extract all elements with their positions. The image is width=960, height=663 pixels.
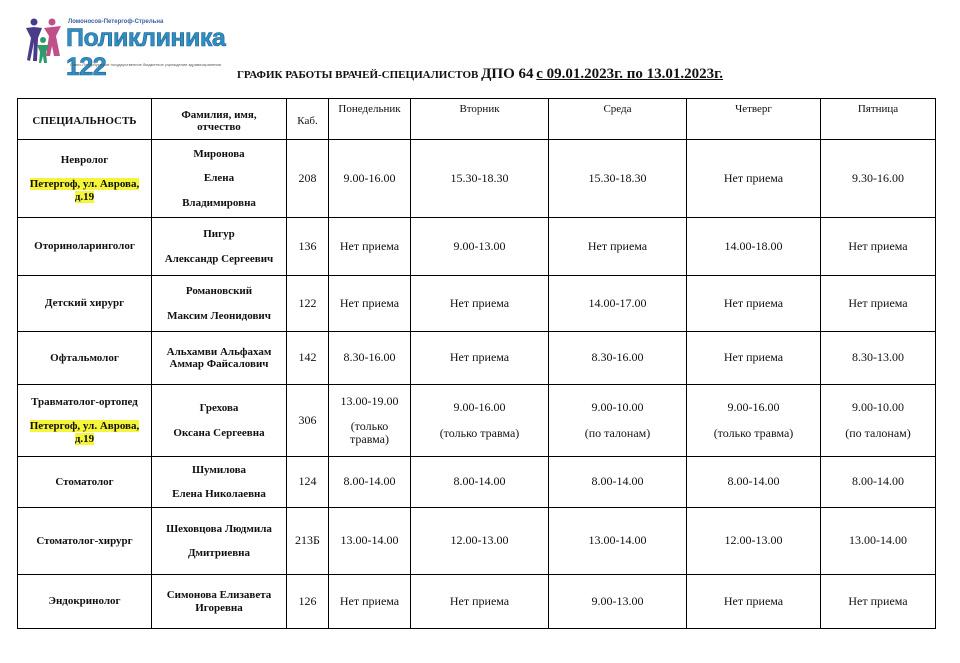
schedule-cell-monday bbox=[329, 575, 411, 629]
schedule-cell-thursday bbox=[687, 385, 821, 457]
schedule-cell-monday bbox=[329, 508, 411, 575]
schedule-text: 9.00-16.00 bbox=[453, 400, 506, 415]
clinic-logo bbox=[24, 16, 226, 81]
schedule-cell-tuesday bbox=[411, 385, 549, 457]
schedule-text: Нет приема bbox=[587, 238, 648, 253]
address-label bbox=[20, 420, 149, 444]
doctor-name-line: Оксана Сергеевна bbox=[173, 426, 265, 439]
doctor-name-cell bbox=[152, 276, 287, 332]
schedule-cell-tuesday bbox=[411, 218, 549, 276]
specialty-cell bbox=[18, 575, 152, 629]
schedule-text: 9.30-16.00 bbox=[852, 170, 904, 185]
schedule-text: 8.00-14.00 bbox=[591, 474, 644, 489]
page-title bbox=[0, 66, 960, 83]
schedule-text: Нет приема bbox=[723, 593, 784, 608]
doctor-name-cell bbox=[152, 140, 287, 218]
doctor-name-cell bbox=[152, 218, 287, 276]
address-highlight: Петергоф, ул. Аврова, д.19 bbox=[29, 420, 140, 445]
schedule-text: 8.00-14.00 bbox=[727, 474, 780, 489]
specialty-cell bbox=[18, 276, 152, 332]
doctor-name-line: Владимировна bbox=[182, 196, 256, 209]
title-period: с 09.01.2023г. по 13.01.2023г. bbox=[536, 66, 724, 82]
schedule-text: Нет приема bbox=[723, 350, 784, 365]
specialty-label: Оториноларинголог bbox=[34, 240, 135, 253]
schedule-text: (только травма) bbox=[439, 425, 520, 440]
cabinet-cell: 208 bbox=[287, 140, 329, 218]
doctor-name-line: Миронова bbox=[193, 148, 245, 161]
schedule-text: 8.00-14.00 bbox=[852, 474, 904, 489]
schedule-cell-friday bbox=[821, 575, 936, 629]
doctor-name-line: Пигур bbox=[203, 228, 235, 241]
specialty-label: Невролог bbox=[60, 154, 109, 167]
schedule-cell-thursday bbox=[687, 276, 821, 332]
schedule-text: Нет приема bbox=[449, 350, 510, 365]
schedule-text: (по талонам) bbox=[584, 425, 651, 440]
specialty-label: Эндокринолог bbox=[48, 595, 121, 608]
schedule-text: Нет приема bbox=[848, 295, 908, 310]
doctor-name-line: Альхамви Альфахам bbox=[166, 345, 272, 358]
schedule-cell-friday bbox=[821, 218, 936, 276]
header-monday: Понедельник bbox=[329, 99, 411, 140]
schedule-cell-monday bbox=[329, 276, 411, 332]
specialty-cell bbox=[18, 218, 152, 276]
schedule-text: 9.00-16.00 bbox=[343, 170, 396, 185]
schedule-cell-monday bbox=[329, 457, 411, 508]
logo-caption-top: Ломоносов-Петергоф-Стрельна bbox=[68, 19, 164, 25]
specialty-cell bbox=[18, 508, 152, 575]
table-row bbox=[18, 332, 936, 385]
header-cabinet: Каб. bbox=[287, 99, 329, 140]
schedule-text: 13.00-14.00 bbox=[340, 533, 399, 548]
schedule-cell-thursday bbox=[687, 218, 821, 276]
header-friday: Пятница bbox=[821, 99, 936, 140]
schedule-text: 14.00-18.00 bbox=[724, 238, 783, 253]
family-figures-icon bbox=[24, 16, 68, 66]
schedule-cell-tuesday bbox=[411, 508, 549, 575]
cabinet-cell: 122 bbox=[287, 276, 329, 332]
schedule-text: (по талонам) bbox=[845, 425, 911, 440]
schedule-cell-monday bbox=[329, 218, 411, 276]
schedule-text: 12.00-13.00 bbox=[450, 533, 509, 548]
header-name-line: отчество bbox=[197, 121, 241, 133]
schedule-cell-friday bbox=[821, 385, 936, 457]
table-row bbox=[18, 385, 936, 457]
schedule-cell-tuesday bbox=[411, 457, 549, 508]
address-highlight: Петергоф, ул. Аврова, д.19 bbox=[29, 178, 140, 203]
title-dpo: ДПО 64 bbox=[481, 66, 534, 82]
table-row bbox=[18, 508, 936, 575]
schedule-text: 13.00-14.00 bbox=[588, 533, 647, 548]
schedule-cell-thursday bbox=[687, 575, 821, 629]
cabinet-cell: 136 bbox=[287, 218, 329, 276]
schedule-text: 14.00-17.00 bbox=[588, 295, 647, 310]
schedule-text: Нет приема bbox=[339, 593, 400, 608]
doctor-name-line: Александр Сергеевич bbox=[164, 252, 274, 265]
cabinet-cell: 126 bbox=[287, 575, 329, 629]
schedule-text: 15.30-18.30 bbox=[450, 170, 509, 185]
schedule-text: 8.30-16.00 bbox=[591, 350, 644, 365]
schedule-cell-friday bbox=[821, 276, 936, 332]
schedule-cell-monday bbox=[329, 140, 411, 218]
header-specialty: СПЕЦИАЛЬНОСТЬ bbox=[18, 99, 152, 140]
logo-name: Поликлиника 122 bbox=[66, 24, 226, 81]
schedule-cell-tuesday bbox=[411, 332, 549, 385]
schedule-text: Нет приема bbox=[723, 170, 784, 185]
doctor-name-line: Грехова bbox=[199, 402, 239, 415]
schedule-text: 12.00-13.00 bbox=[724, 533, 783, 548]
schedule-text: 8.00-14.00 bbox=[343, 474, 396, 489]
doctor-name-line: Романовский bbox=[185, 285, 253, 298]
schedule-cell-thursday bbox=[687, 140, 821, 218]
schedule-cell-thursday bbox=[687, 457, 821, 508]
doctor-name-cell bbox=[152, 457, 287, 508]
doctor-name-line: Елена bbox=[203, 172, 235, 185]
schedule-cell-tuesday bbox=[411, 575, 549, 629]
header-row bbox=[18, 99, 936, 140]
specialty-label: Травматолог-ортопед bbox=[31, 396, 138, 409]
schedule-text: (только травма) bbox=[713, 425, 794, 440]
schedule-text: Нет приема bbox=[449, 593, 510, 608]
cabinet-cell: 306 bbox=[287, 385, 329, 457]
schedule-text: 9.00-16.00 bbox=[727, 400, 780, 415]
specialty-label: Стоматолог-хирург bbox=[36, 534, 133, 547]
specialty-cell bbox=[18, 457, 152, 508]
schedule-text: 8.30-13.00 bbox=[852, 350, 904, 365]
schedule-cell-wednesday bbox=[549, 218, 687, 276]
address-label bbox=[20, 178, 149, 202]
table-row bbox=[18, 218, 936, 276]
schedule-cell-wednesday bbox=[549, 140, 687, 218]
schedule-text: Нет приема bbox=[848, 593, 908, 608]
schedule-cell-wednesday bbox=[549, 332, 687, 385]
schedule-text: Нет приема bbox=[848, 238, 908, 253]
schedule-cell-wednesday bbox=[549, 276, 687, 332]
schedule-cell-wednesday bbox=[549, 508, 687, 575]
schedule-text: Нет приема bbox=[449, 295, 510, 310]
schedule-table bbox=[17, 98, 936, 629]
title-prefix: ГРАФИК РАБОТЫ ВРАЧЕЙ-СПЕЦИАЛИСТОВ bbox=[236, 69, 479, 81]
header-thursday: Четверг bbox=[687, 99, 821, 140]
schedule-text: 9.00-13.00 bbox=[591, 593, 644, 608]
doctor-name-cell bbox=[152, 385, 287, 457]
header-name bbox=[152, 99, 287, 140]
schedule-text: (только травма) bbox=[349, 418, 389, 447]
schedule-cell-wednesday bbox=[549, 457, 687, 508]
schedule-cell-friday bbox=[821, 508, 936, 575]
doctor-name-line: Симонова Елизавета bbox=[166, 589, 272, 602]
schedule-cell-tuesday bbox=[411, 276, 549, 332]
schedule-text: 13.00-19.00 bbox=[340, 393, 399, 408]
doctor-name-cell bbox=[152, 575, 287, 629]
specialty-cell bbox=[18, 332, 152, 385]
schedule-cell-wednesday bbox=[549, 575, 687, 629]
specialty-label: Стоматолог bbox=[55, 475, 114, 488]
header-name-line: Фамилия, имя, bbox=[181, 108, 257, 121]
schedule-cell-thursday bbox=[687, 332, 821, 385]
cabinet-cell: 142 bbox=[287, 332, 329, 385]
schedule-text: 13.00-14.00 bbox=[849, 533, 907, 548]
schedule-cell-wednesday bbox=[549, 385, 687, 457]
doctor-name-line: Шумилова bbox=[191, 463, 247, 476]
schedule-text: 9.00-10.00 bbox=[852, 400, 904, 415]
logo-caption-bottom: Санкт-Петербургское государственное бюджетное учреждение здравоохранения bbox=[70, 62, 221, 67]
schedule-text: Нет приема bbox=[339, 238, 400, 253]
doctor-name-line: Аммар Файсалович bbox=[169, 358, 269, 370]
specialty-cell bbox=[18, 140, 152, 218]
schedule-text: 8.30-16.00 bbox=[343, 350, 396, 365]
doctor-name-line: Елена Николаевна bbox=[172, 488, 266, 500]
schedule-text: 9.00-13.00 bbox=[453, 238, 506, 253]
doctor-name-line: Максим Леонидович bbox=[167, 309, 271, 322]
schedule-cell-thursday bbox=[687, 508, 821, 575]
schedule-text: 15.30-18.30 bbox=[588, 170, 647, 185]
schedule-text: 9.00-10.00 bbox=[591, 400, 644, 415]
doctor-name-cell bbox=[152, 508, 287, 575]
cabinet-cell: 124 bbox=[287, 457, 329, 508]
specialty-cell bbox=[18, 385, 152, 457]
specialty-label: Офтальмолог bbox=[50, 351, 119, 364]
cabinet-cell: 213Б bbox=[287, 508, 329, 575]
schedule-text: Нет приема bbox=[723, 295, 784, 310]
table-row bbox=[18, 276, 936, 332]
schedule-cell-monday bbox=[329, 332, 411, 385]
header-tuesday: Вторник bbox=[411, 99, 549, 140]
table-row bbox=[18, 575, 936, 629]
schedule-text: Нет приема bbox=[339, 295, 400, 310]
schedule-cell-friday bbox=[821, 140, 936, 218]
schedule-cell-friday bbox=[821, 332, 936, 385]
table-row bbox=[18, 140, 936, 218]
table-row bbox=[18, 457, 936, 508]
doctor-name-line: Шеховцова Людмила bbox=[166, 522, 272, 535]
doctor-name-line: Дмитриевна bbox=[187, 547, 251, 559]
specialty-label: Детский хирург bbox=[44, 297, 125, 310]
schedule-text: 8.00-14.00 bbox=[453, 474, 506, 489]
schedule-cell-monday bbox=[329, 385, 411, 457]
header-wednesday: Среда bbox=[549, 99, 687, 140]
schedule-cell-tuesday bbox=[411, 140, 549, 218]
doctor-name-cell bbox=[152, 332, 287, 385]
schedule-cell-friday bbox=[821, 457, 936, 508]
doctor-name-line: Игоревна bbox=[195, 601, 243, 614]
